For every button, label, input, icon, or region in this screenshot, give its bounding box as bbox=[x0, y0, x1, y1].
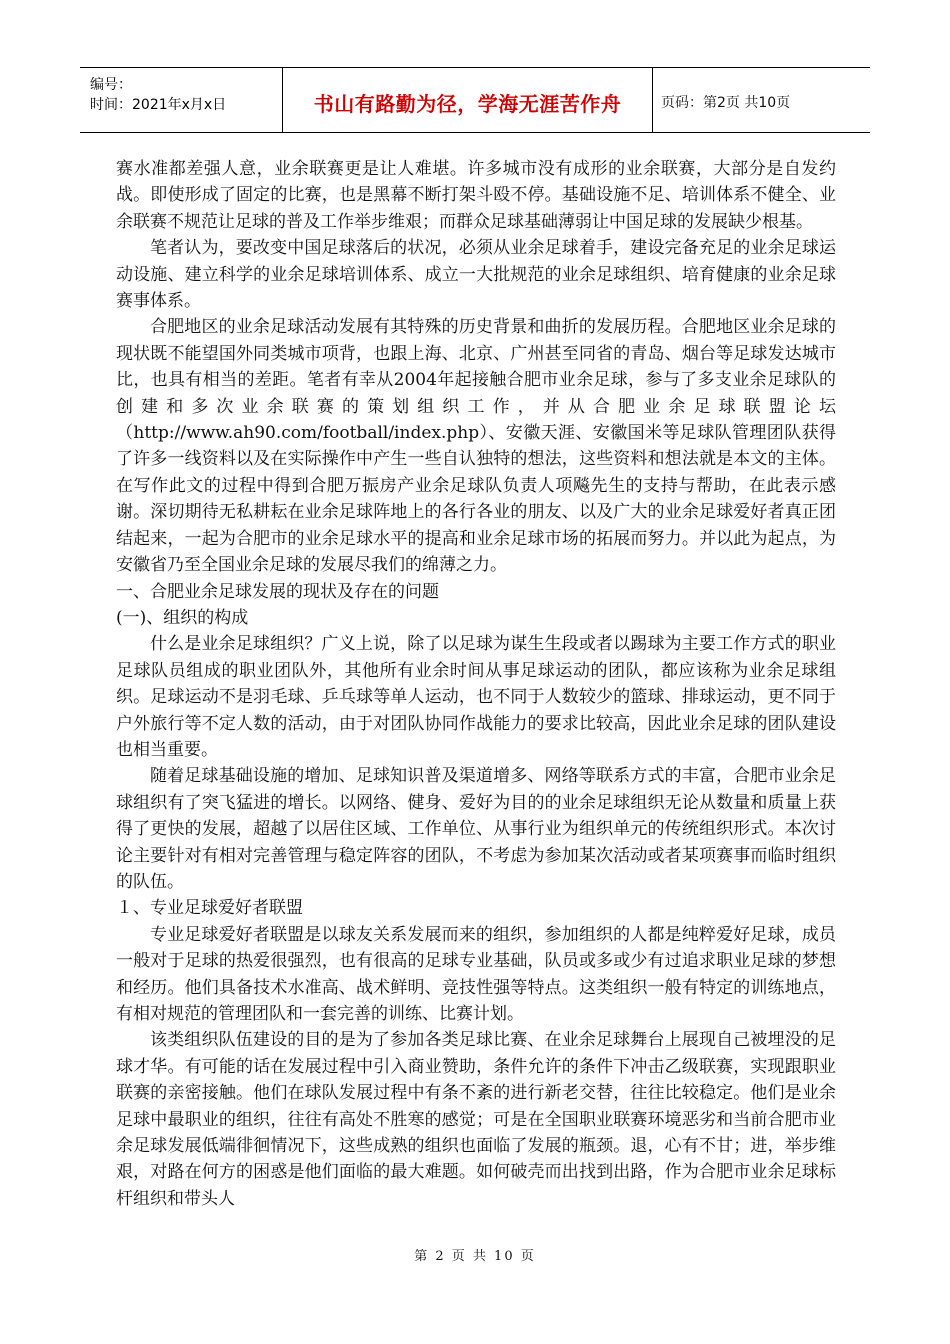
subsection-heading: (一)、组织的构成 bbox=[116, 607, 249, 628]
body-paragraph: 什么是业余足球组织？广义上说，除了以足球为谋生生段或者以踢球为主要工作方式的职业足球队员组成的职业团队外，其他所有业余时间从事足球运动的团队，都应该称为业余足球组织。足球运动不是羽毛球、乒乓球等单人运动，也不同于人数较少的篮球、排球运动，更不同于户外旅行等不定人数的活动，由于对团队协同作战能力的要求比较高，因此业余足球的团队建设也相当重要。 bbox=[116, 634, 836, 760]
section-heading: 一、合肥业余足球发展的现状及存在的问题 bbox=[116, 581, 439, 602]
header-meta-cell bbox=[80, 68, 283, 132]
document-body bbox=[116, 156, 836, 1212]
item-heading: １、专业足球爱好者联盟 bbox=[116, 898, 303, 919]
body-paragraph: 笔者认为，要改变中国足球落后的状况，必须从业余足球着手，建设完备充足的业余足球运动设施、建立科学的业余足球培训体系、成立一大批规范的业余足球组织、培育健康的业余足球赛事体系。 bbox=[116, 238, 836, 312]
header-motto: 书山有路勤为径，学海无涯苦作舟 bbox=[313, 92, 622, 116]
page-header bbox=[80, 67, 870, 133]
body-paragraph: 赛水准都差强人意，业余联赛更是让人难堪。许多城市没有成形的业余联赛，大部分是自发约战。即使形成了固定的比赛，也是黑幕不断打架斗殴不停。基础设施不足、培训体系不健全、业余联赛不规范让足球的普及工作举步维艰；而群众足球基础薄弱让中国足球的发展缺少根基。 bbox=[116, 159, 836, 232]
header-motto-cell bbox=[283, 68, 653, 132]
document-date-label: 时间：2021年x月x日 bbox=[90, 97, 227, 113]
body-paragraph: 该类组织队伍建设的目的是为了参加各类足球比赛、在业余足球舞台上展现自己被埋没的足球才华。有可能的话在发展过程中引入商业赞助，条件允许的条件下冲击乙级联赛，实现跟职业联赛的亲密接触。他们在球队发展过程中有条不紊的进行新老交替，往往比较稳定。他们是业余足球中最职业的组织，往往有高处不胜寒的感觉；可是在全国职业联赛环境恶劣和当前合肥市业余足球发展低端徘徊情况下，这些成熟的组织也面临了发展的瓶颈。退，心有不甘；进，举步维艰，对路在何方的困惑是他们面临的最大难题。如何破壳而出找到出路，作为合肥市业余足球标杆组织和带头人 bbox=[116, 1030, 836, 1209]
body-paragraph: 专业足球爱好者联盟是以球友关系发展而来的组织，参加组织的人都是纯粹爱好足球，成员一般对于足球的热爱很强烈，也有很高的足球专业基础，队员或多或少有过追求职业足球的梦想和经历。他们具备技术水准高、战术鲜明、竞技性强等特点。这类组织一般有特定的训练地点，有相对规范的管理团队和一套完善的训练、比赛计划。 bbox=[116, 924, 836, 1024]
body-paragraph: 随着足球基础设施的增加、足球知识普及渠道增多、网络等联系方式的丰富，合肥市业余足球组织有了突飞猛进的增长。以网络、健身、爱好为目的的业余足球组织无论从数量和质量上获得了更快的发展，超越了以居住区域、工作单位、从事行业为组织单元的传统组织形式。本次讨论主要针对有相对完善管理与稳定阵容的团队，不考虑为参加某次活动或者某项赛事而临时组织的队伍。 bbox=[116, 766, 836, 892]
header-page-info: 页码：第2页 共10页 bbox=[661, 95, 791, 111]
document-number-label: 编号： bbox=[90, 77, 132, 93]
page-footer: 第 2 页 共 10 页 bbox=[414, 1249, 536, 1264]
header-page-cell bbox=[653, 68, 870, 132]
body-paragraph: 合肥地区的业余足球活动发展有其特殊的历史背景和曲折的发展历程。合肥地区业余足球的现状既不能望国外同类城市项背，也跟上海、北京、广州甚至同省的青岛、烟台等足球发达城市比，也具有相当的差距。笔者有幸从2004年起接触合肥市业余足球，参与了多支业余足球队的创建和多次业余联赛的策划组织工作，并从合肥业余足球联盟论坛（http://www.ah90.com/football/index.php）、安徽天涯、安徽国米等足球队管理团队获得了许多一线资料以及在实际操作中产生一些自认独特的想法，这些资料和想法就是本文的主体。在写作此文的过程中得到合肥万振房产业余足球队负责人项飚先生的支持与帮助，在此表示感谢。深切期待无私耕耘在业余足球阵地上的各行各业的朋友、以及广大的业余足球爱好者真正团结起来，一起为合肥市的业余足球水平的提高和业余足球市场的拓展而努力。并以此为起点，为安徽省乃至全国业余足球的发展尽我们的绵薄之力。 bbox=[116, 317, 836, 576]
